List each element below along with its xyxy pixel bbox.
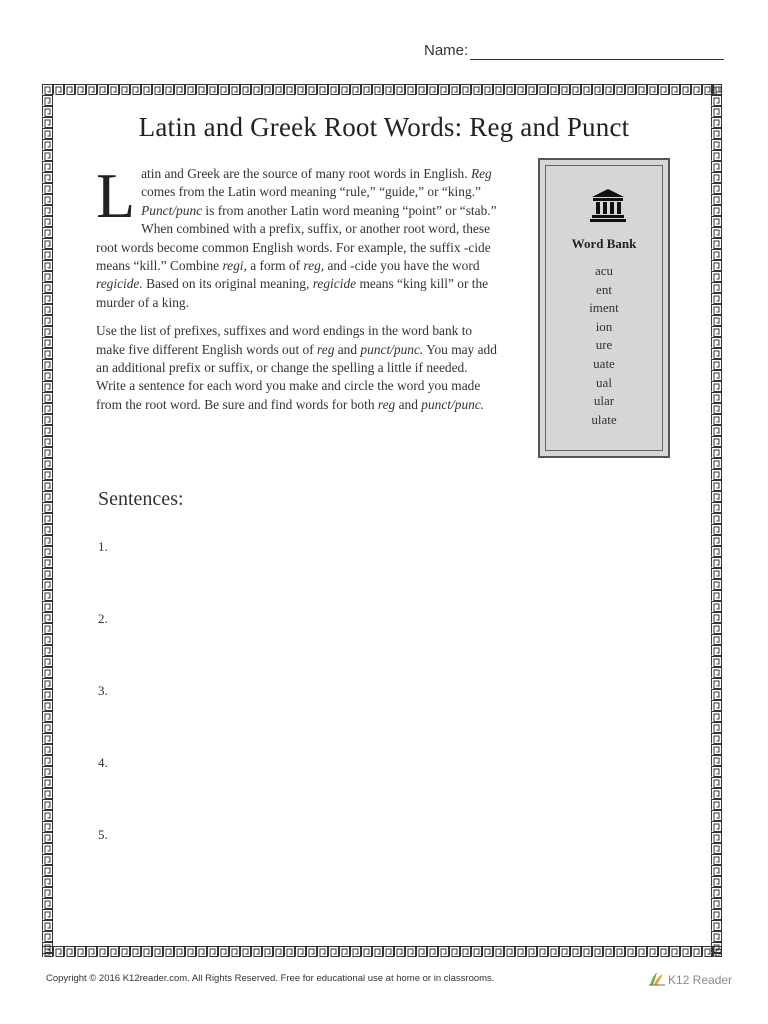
text-run: means “king kill” or the murder of a king.	[96, 276, 489, 310]
word-bank-title: Word Bank	[571, 236, 637, 251]
italic-term: Punct/punc	[141, 202, 203, 218]
word-bank	[538, 158, 670, 458]
italic-term: reg,	[303, 258, 325, 274]
drop-cap: L	[96, 160, 136, 231]
text-run: and -cide you have the word	[324, 258, 480, 274]
italic-term: regicide	[312, 276, 357, 292]
sentences-heading: Sentences:	[98, 488, 184, 510]
copyright-notice: Copyright © 2016 K12reader.com. All Rights Reserved. Free for educational use at home or in classrooms.	[46, 973, 495, 984]
intro-paragraph-1	[96, 160, 500, 312]
border-right	[711, 84, 722, 957]
intro-text	[96, 160, 500, 424]
sentence-number-4: 4.	[98, 755, 108, 770]
text-run: You may add an additional prefix or suffix, or change the spelling a little if needed. Write a sentence for each word you make and circle the word you made from the root word. Be sure and find words for both	[96, 341, 497, 412]
text-run: a form of	[246, 258, 304, 274]
word-bank-item: acu	[594, 263, 614, 278]
page-title: Latin and Greek Root Words: Reg and Punct	[138, 112, 630, 142]
border-left	[42, 84, 53, 957]
text-run: and	[395, 396, 422, 412]
logo-text: K12 Reader	[668, 973, 733, 987]
sentence-number-2: 2.	[98, 611, 108, 626]
word-bank-item: ual	[596, 374, 612, 390]
sentence-number-1: 1.	[98, 539, 108, 554]
italic-term: reg	[377, 396, 396, 412]
word-bank-item: ent	[596, 281, 612, 297]
sentence-number-5: 5.	[98, 827, 108, 842]
italic-term: regi,	[222, 258, 247, 274]
text-run: comes from the Latin word meaning “rule,” “guide,” or “king.”	[141, 184, 481, 200]
text-run: Use the list of prefixes, suffixes and word endings in the word bank to make five different English words out of	[96, 323, 473, 357]
text-run: is from another Latin word meaning “point” or “stab.” When combined with a prefix, suffix, or another root word, these root words become common English words. For example, the suffix -cide means “kill.” Combine	[96, 202, 497, 274]
name-field[interactable]	[424, 42, 724, 62]
italic-term: Reg	[470, 166, 492, 181]
word-bank-list	[540, 262, 668, 429]
text-run: Based on its original meaning,	[142, 276, 313, 292]
border-top	[42, 84, 722, 95]
intro-paragraph-2	[96, 322, 500, 414]
sentence-number-3: 3.	[98, 683, 108, 698]
name-underline[interactable]	[470, 59, 724, 60]
italic-term: reg	[317, 341, 335, 357]
greek-temple-icon	[590, 188, 626, 222]
border-bottom	[42, 946, 722, 957]
text-run: and	[334, 341, 361, 357]
italic-term: punct/punc.	[360, 341, 424, 357]
word-bank-item: ular	[593, 393, 615, 409]
k12reader-logo	[648, 968, 733, 990]
word-bank-item: ure	[595, 337, 613, 353]
k12-leaf-icon	[648, 970, 666, 986]
word-bank-item: uate	[593, 355, 615, 371]
name-label: Name:	[424, 42, 469, 59]
text-run: atin and Greek are the source of many root words in English.	[141, 166, 471, 181]
word-bank-item: ion	[595, 318, 613, 334]
italic-term: regicide.	[96, 276, 143, 292]
word-bank-item: iment	[589, 300, 619, 316]
italic-term: punct/punc.	[421, 396, 485, 412]
word-bank-item: ulate	[591, 411, 617, 427]
